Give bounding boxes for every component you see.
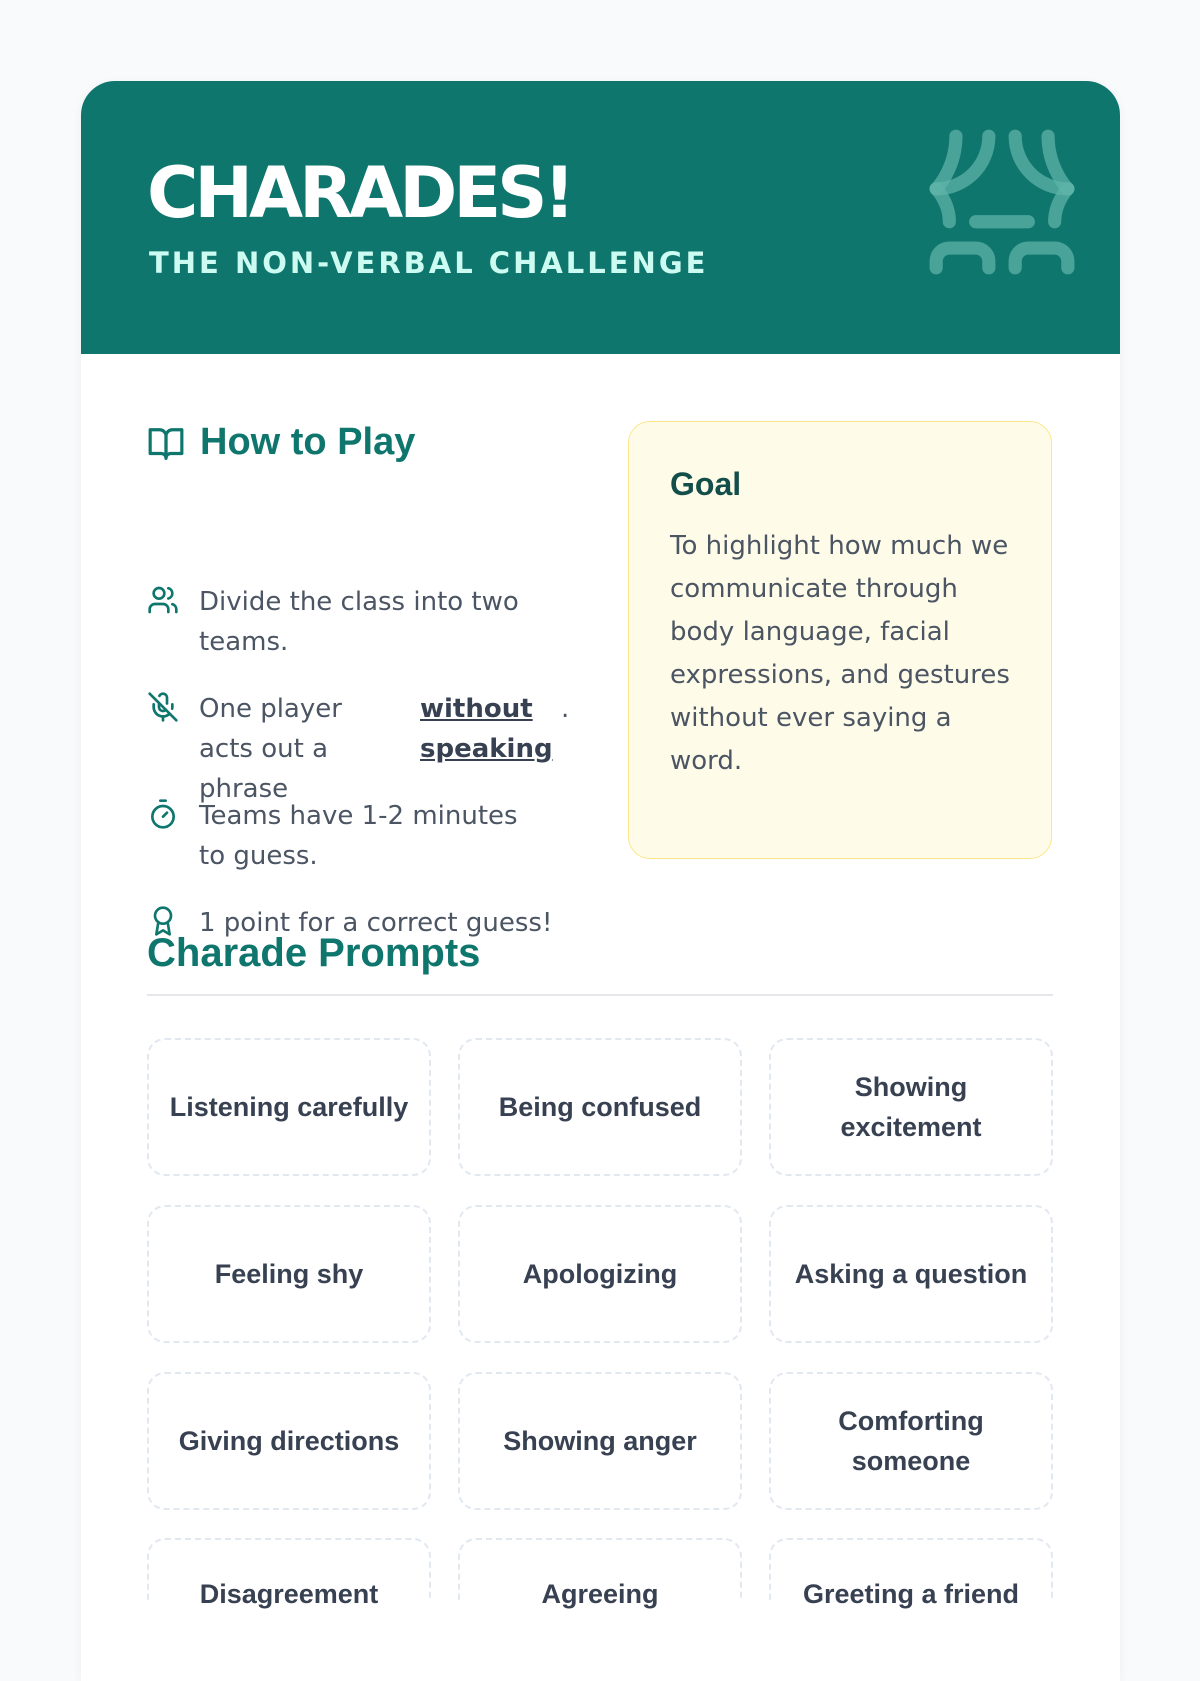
goal-text: To highlight how much we communicate through body language, facial expressions, and gestures without ever saying a word. xyxy=(670,531,1010,776)
page-subtitle: THE NON-VERBAL CHALLENGE xyxy=(149,246,709,280)
prompt-card[interactable]: Comforting someone xyxy=(769,1372,1053,1510)
rule-text: Teams have 1-2 minutes to guess. xyxy=(199,801,518,871)
rule-item xyxy=(147,582,547,662)
prompt-card[interactable]: Apologizing xyxy=(458,1205,742,1343)
prompt-card[interactable]: Being confused xyxy=(458,1038,742,1176)
prompt-card[interactable] xyxy=(458,1538,742,1609)
rule-text-after: . xyxy=(561,694,570,724)
prompt-card[interactable]: Feeling shy xyxy=(147,1205,431,1343)
book-open-icon xyxy=(147,425,185,463)
rule-emphasis: without speaking xyxy=(420,694,553,764)
divider xyxy=(147,994,1053,996)
rule-item xyxy=(147,689,570,804)
prompts-heading: Charade Prompts xyxy=(147,931,481,975)
prompt-card[interactable]: Listening carefully xyxy=(147,1038,431,1176)
prompt-card[interactable]: Showing anger xyxy=(458,1372,742,1510)
header-banner xyxy=(81,81,1120,354)
charades-card xyxy=(81,81,1120,1681)
mic-off-icon xyxy=(147,691,179,723)
how-to-play-heading: How to Play xyxy=(200,421,416,463)
prompt-card-label: Agreeing xyxy=(541,1579,659,1609)
theater-icon xyxy=(923,123,1081,281)
goal-heading: Goal xyxy=(670,466,742,502)
rule-text: 1 point for a correct guess! xyxy=(199,908,553,938)
rule-item xyxy=(147,796,547,876)
prompt-card[interactable]: Asking a question xyxy=(769,1205,1053,1343)
rule-text: Divide the class into two teams. xyxy=(199,587,519,657)
prompt-card[interactable] xyxy=(769,1538,1053,1609)
users-icon xyxy=(147,584,179,616)
prompt-card[interactable]: Giving directions xyxy=(147,1372,431,1510)
prompt-card-label: Greeting a friend xyxy=(802,1579,1020,1609)
rule-text-before: One player acts out a phrase xyxy=(199,694,342,804)
timer-icon xyxy=(147,798,179,830)
prompt-card[interactable]: Showing excitement xyxy=(769,1038,1053,1176)
page-title: CHARADES! xyxy=(147,152,572,234)
prompt-card[interactable] xyxy=(147,1538,431,1609)
prompt-card-label: Disagreement xyxy=(199,1579,379,1609)
goal-box xyxy=(628,421,1052,859)
